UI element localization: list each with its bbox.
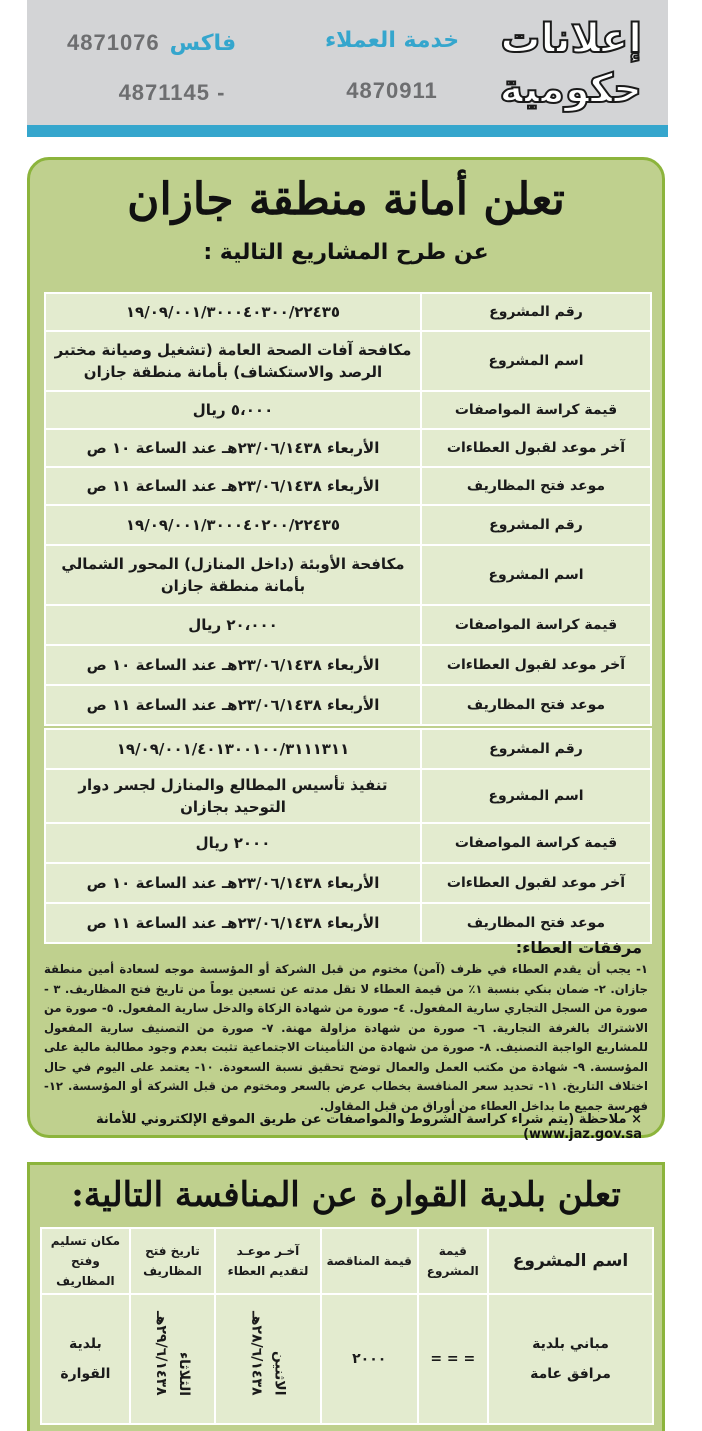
attachments-title: مرفقات العطاء:	[515, 938, 642, 957]
header-accent-bar	[27, 125, 668, 137]
announcement-title: تعلن بلدية القوارة عن المنافسة التالية:	[71, 1175, 621, 1215]
competition-table	[40, 1227, 654, 1425]
label-deadline: آخر موعد لقبول العطاءات	[421, 645, 651, 685]
brand-line-2: حكومية	[499, 66, 642, 112]
project-name: مكافحة آفات الصحة العامة (تشغيل وصيانة مختبر الرصد والاستكشاف) بأمانة منطقة جازان	[45, 331, 421, 391]
label-spec-price: قيمة كراسة المواصفات	[421, 391, 651, 429]
cell-deadline	[215, 1294, 321, 1424]
announcement-subtitle: عن طرح المشاريع التالية :	[203, 240, 489, 265]
table-row	[45, 863, 651, 903]
fax-label: فاكس	[169, 31, 237, 56]
cell-opening-date	[130, 1294, 215, 1424]
opening: الأربعاء ٢٣/٠٦/١٤٣٨هـ عند الساعة ١١ ص	[45, 903, 421, 943]
label-project-name: اسم المشروع	[421, 331, 651, 391]
spec-price: ٥،٠٠٠ ريال	[45, 391, 421, 429]
table-row	[45, 769, 651, 823]
label-opening: موعد فتح المظاريف	[421, 903, 651, 943]
table-row	[45, 823, 651, 863]
table-header-row	[41, 1228, 653, 1294]
cell-location	[41, 1294, 130, 1424]
label-project-name: اسم المشروع	[421, 545, 651, 605]
deadline-day: الاثنين	[271, 1351, 288, 1396]
col-location: مكان تسليم وفتح المظاريف	[41, 1228, 130, 1294]
table-row	[45, 391, 651, 429]
label-deadline: آخر موعد لقبول العطاءات	[421, 429, 651, 467]
deadline: الأربعاء ٢٣/٠٦/١٤٣٨هـ عند الساعة ١٠ ص	[45, 863, 421, 903]
deadline: الأربعاء ٢٣/٠٦/١٤٣٨هـ عند الساعة ١٠ ص	[45, 645, 421, 685]
project-number: ١٩/٠٩/٠٠١/٤٠١٣٠٠١٠٠/٣١١١٣١١	[45, 729, 421, 769]
opening-date: ٢٩/٦/١٤٣٨هـ	[152, 1311, 169, 1396]
location-line-2: القوارة	[60, 1366, 111, 1382]
fax-line	[67, 30, 282, 56]
table-row	[45, 293, 651, 331]
label-project-number: رقم المشروع	[421, 729, 651, 769]
deadline: الأربعاء ٢٣/٠٦/١٤٣٨هـ عند الساعة ١٠ ص	[45, 429, 421, 467]
jazan-announcement-panel	[27, 157, 665, 1142]
label-opening: موعد فتح المظاريف	[421, 467, 651, 505]
label-project-name: اسم المشروع	[421, 769, 651, 823]
opening: الأربعاء ٢٣/٠٦/١٤٣٨هـ عند الساعة ١١ ص	[45, 467, 421, 505]
project-name: مكافحة الأوبئة (داخل المنازل) المحور الشمالي بأمانة منطقة جازان	[45, 545, 421, 605]
cell-project-name	[488, 1294, 653, 1424]
label-opening: موعد فتح المظاريف	[421, 685, 651, 725]
cell-tender-value: ٢٠٠٠	[321, 1294, 418, 1424]
project-name-line-1: مباني بلدية	[532, 1336, 609, 1352]
announcement-title: تعلن أمانة منطقة جازان	[127, 174, 565, 225]
table-row	[45, 645, 651, 685]
project-table-1	[44, 292, 652, 506]
qawara-announcement-panel	[27, 1162, 665, 1431]
brand-line-1: إعلانات	[500, 16, 642, 62]
project-number: ١٩/٠٩/٠٠١/٣٠٠٠٤٠٢٠٠/٢٢٤٣٥	[45, 505, 421, 545]
label-project-number: رقم المشروع	[421, 293, 651, 331]
table-row	[41, 1294, 653, 1424]
label-spec-price: قيمة كراسة المواصفات	[421, 605, 651, 645]
opening: الأربعاء ٢٣/٠٦/١٤٣٨هـ عند الساعة ١١ ص	[45, 685, 421, 725]
label-deadline: آخر موعد لقبول العطاءات	[421, 863, 651, 903]
label-project-number: رقم المشروع	[421, 505, 651, 545]
table-row	[45, 545, 651, 605]
project-table-2	[44, 504, 652, 726]
table-row	[45, 605, 651, 645]
deadline-date: ٢٨/٦/١٤٣٨هـ	[248, 1311, 265, 1396]
opening-day: الثلاثاء	[175, 1351, 192, 1396]
table-row	[45, 331, 651, 391]
header-band	[27, 0, 668, 125]
project-name-line-2: مرافق عامة	[530, 1366, 611, 1382]
col-project-value: قيمة المشروع	[418, 1228, 489, 1294]
label-spec-price: قيمة كراسة المواصفات	[421, 823, 651, 863]
customer-service-label: خدمة العملاء	[324, 28, 460, 53]
project-number: ١٩/٠٩/٠٠١/٣٠٠٠٤٠٣٠٠/٢٢٤٣٥	[45, 293, 421, 331]
col-project-name: اسم المشروع	[488, 1228, 653, 1294]
brand-logo	[482, 14, 642, 114]
project-name: تنفيذ تأسيس المطالع والمنازل لجسر دوار التوحيد بجازان	[45, 769, 421, 823]
project-table-3	[44, 728, 652, 944]
spec-price: ٢٠،٠٠٠ ريال	[45, 605, 421, 645]
spec-price: ٢٠٠٠ ريال	[45, 823, 421, 863]
col-deadline: آخـر موعـد لتقديم العطاء	[215, 1228, 321, 1294]
col-opening-date: تاريخ فتح المظاريف	[130, 1228, 215, 1294]
fax-number-2: 4871145 -	[118, 80, 226, 105]
table-row	[45, 467, 651, 505]
table-row	[45, 429, 651, 467]
location-line-1: بلدية	[68, 1336, 102, 1352]
col-tender-value: قيمة المناقصة	[321, 1228, 418, 1294]
table-row	[45, 685, 651, 725]
website-note: × ملاحظة (يتم شراء كراسة الشروط والمواصفات عن طريق الموقع الإلكتروني للأمانة www.jaz.gov.sa)	[95, 1112, 642, 1142]
table-row	[45, 903, 651, 943]
customer-service-number: 4870911	[346, 78, 438, 103]
fax-number-1: 4871076	[67, 30, 160, 55]
table-row	[45, 729, 651, 769]
cell-project-value: = = =	[418, 1294, 489, 1424]
table-row	[45, 505, 651, 545]
attachments-text: ١- يجب أن يقدم العطاء في ظرف (آمن) مختوم من قبل الشركة أو المؤسسة موجه لسعادة أمين منطقة جازان. ٢- ضمان بنكي بنسبة ١٪ من قيمة العطاء لا تقل مدته عن تسعين يوماً من تاريخ فتح المظاريف. ٣ - صورة من السجل التجاري سارية المفعول. ٤- صورة من شهادة الزكاة والدخل سارية المفعول. ٥- صورة من الاشتراك بالغرفة التجارية. ٦- صورة من شهادة مزاولة مهنة. ٧- صورة من التصنيف سارية المفعول للمشاريع الواجبة التصنيف. ٨- صورة من شهادة من التأمينات الاجتماعية تثبت بعدم وجود مطالبة مالية على المؤسسة. ٩- شهادة من مكتب العمل والعمال توضح تحقيق نسبة السعودة. ١٠- يعتمد على اليوم في حال اختلاف التاريخ. ١١- تحديد سعر المنافسة بخطاب عرض بالسعر ومختوم من قبل الشركة أو المؤسسة. ١٢- فهرسة جميع ما بداخل العطاء من أوراق من قبل المقاول.	[44, 962, 649, 1113]
